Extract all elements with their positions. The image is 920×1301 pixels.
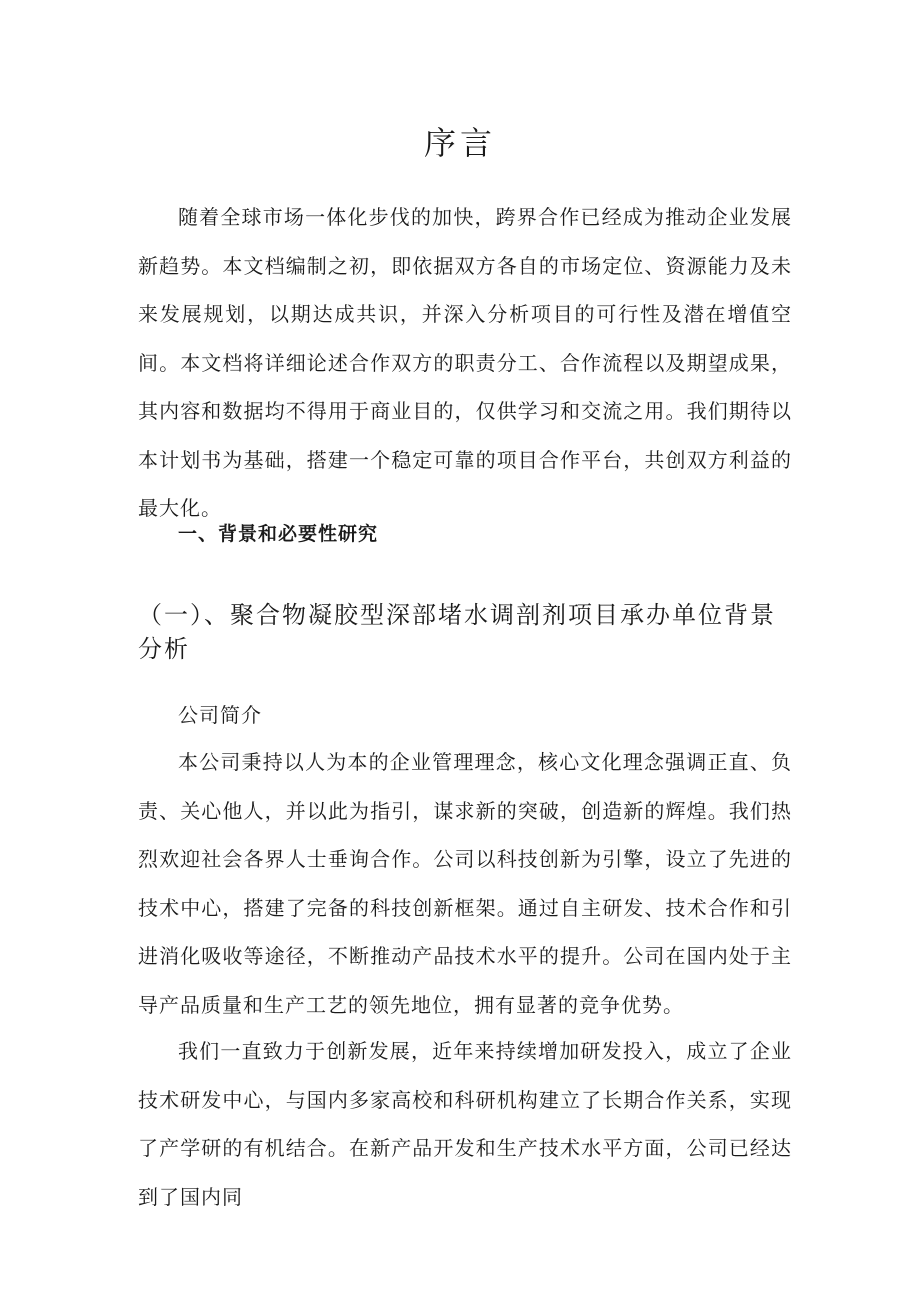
sub-subsection-heading: 公司简介 bbox=[178, 703, 262, 727]
subsection-heading: （一）、聚合物凝胶型深部堵水调剖剂项目承办单位背景分析 bbox=[138, 601, 776, 663]
page-title: 序言 bbox=[423, 124, 496, 162]
body-paragraph: 我们一直致力于创新发展，近年来持续增加研发投入，成立了企业技术研发中心，与国内多家高校和科研机构建立了长期合作关系，实现了产学研的有机结合。在新产品开发和生产技术水平方面，公司已经达到了国内同 bbox=[138, 1039, 792, 1209]
body-paragraph: 本公司秉持以人为本的企业管理理念，核心文化理念强调正直、负责、关心他人，并以此为指引，谋求新的突破，创造新的辉煌。我们热烈欢迎社会各界人士垂询合作。公司以科技创新为引擎，设立了先进的技术中心，搭建了完备的科技创新框架。通过自主研发、技术合作和引进消化吸收等途径，不断推动产品技术水平的提升。公司在国内处于主导产品质量和生产工艺的领先地位，拥有显著的竞争优势。 bbox=[138, 750, 792, 1017]
section-heading: 一、背景和必要性研究 bbox=[178, 523, 379, 545]
intro-paragraph: 随着全球市场一体化步伐的加快，跨界合作已经成为推动企业发展新趋势。本文档编制之初，即依据双方各自的市场定位、资源能力及未来发展规划，以期达成共识，并深入分析项目的可行性及潜在增值空间。本文档将详细论述合作双方的职责分工、合作流程以及期望成果，其内容和数据均不得用于商业目的，仅供学习和交流之用。我们期待以本计划书为基础，搭建一个稳定可靠的项目合作平台，共创双方利益的最大化。 bbox=[138, 205, 792, 520]
